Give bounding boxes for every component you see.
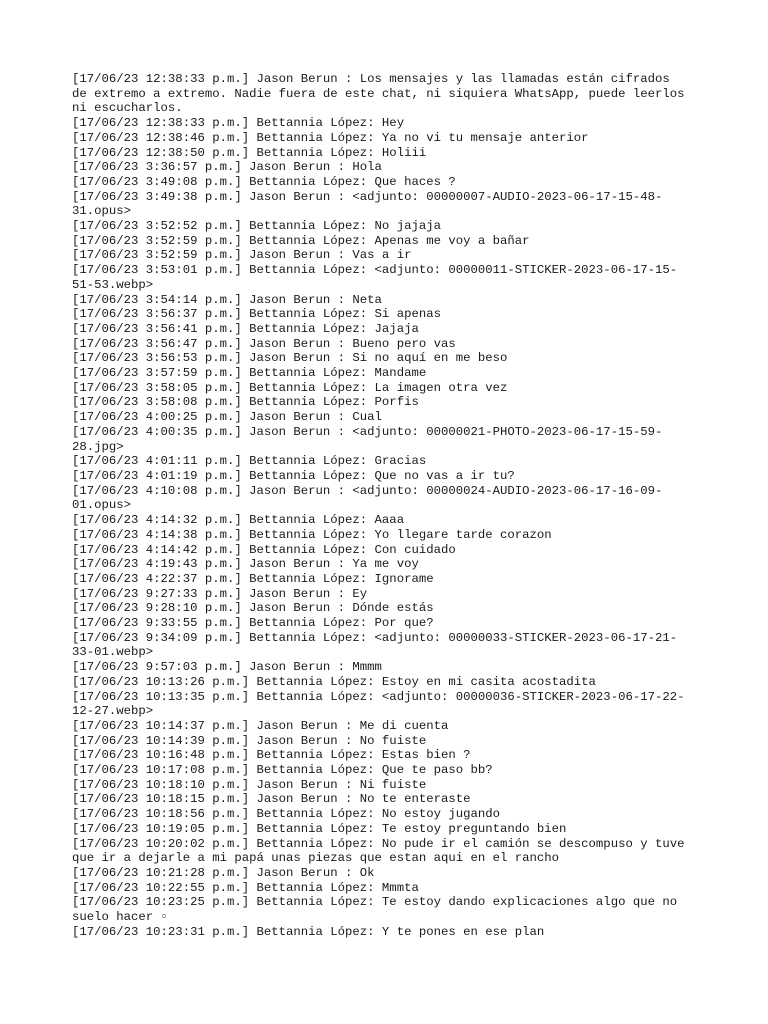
transcript-line: [17/06/23 12:38:50 p.m.] Bettannia López: Holiii	[72, 145, 427, 160]
transcript-line: [17/06/23 3:54:14 p.m.] Jason Berun : Neta	[72, 292, 382, 307]
transcript-line: [17/06/23 4:00:25 p.m.] Jason Berun : Cual	[72, 410, 382, 425]
transcript-line: [17/06/23 9:27:33 p.m.] Jason Berun : Ey	[72, 586, 368, 601]
transcript-line: [17/06/23 10:14:39 p.m.] Jason Berun : No fuiste	[72, 733, 427, 748]
transcript-line: de extremo a extremo. Nadie fuera de este chat, ni siquiera WhatsApp, puede leerlos	[72, 86, 685, 101]
transcript-line: 28.jpg>	[72, 439, 124, 454]
transcript-line: [17/06/23 3:56:53 p.m.] Jason Berun : Si no aquí en me beso	[72, 351, 508, 366]
transcript-line: 01.opus>	[72, 498, 132, 513]
transcript-line: [17/06/23 10:18:10 p.m.] Jason Berun : Ni fuiste	[72, 777, 427, 792]
transcript-line: [17/06/23 4:10:08 p.m.] Jason Berun : <adjunto: 00000024-AUDIO-2023-06-17-16-09-	[72, 483, 663, 498]
transcript-line: [17/06/23 3:57:59 p.m.] Bettannia López: Mandame	[72, 366, 427, 381]
transcript-line: [17/06/23 4:14:38 p.m.] Bettannia López: Yo llegare tarde corazon	[72, 527, 552, 542]
transcript-line: [17/06/23 10:20:02 p.m.] Bettannia López: No pude ir el camión se descompuso y tuve	[72, 836, 685, 851]
transcript-line: [17/06/23 4:19:43 p.m.] Jason Berun : Ya me voy	[72, 557, 419, 572]
transcript-line: [17/06/23 12:38:33 p.m.] Jason Berun : Los mensajes y las llamadas están cifrados	[72, 72, 670, 86]
transcript-line: [17/06/23 10:23:25 p.m.] Bettannia López: Te estoy dando explicaciones algo que no	[72, 895, 678, 910]
transcript-line: [17/06/23 3:58:05 p.m.] Bettannia López: La imagen otra vez	[72, 380, 508, 395]
chat-transcript-page	[72, 72, 712, 939]
transcript-line: [17/06/23 3:49:08 p.m.] Bettannia López: Que haces ?	[72, 174, 456, 189]
transcript-line: [17/06/23 4:00:35 p.m.] Jason Berun : <adjunto: 00000021-PHOTO-2023-06-17-15-59-	[72, 424, 663, 439]
transcript-line: 31.opus>	[72, 204, 132, 219]
transcript-line: [17/06/23 3:53:01 p.m.] Bettannia López: <adjunto: 00000011-STICKER-2023-06-17-15-	[72, 263, 678, 278]
transcript-line: que ir a dejarle a mi papá unas piezas que estan aqui en el rancho	[72, 851, 560, 866]
transcript-line: [17/06/23 10:23:31 p.m.] Bettannia López: Y te pones en ese plan	[72, 924, 545, 939]
transcript-line: [17/06/23 3:52:52 p.m.] Bettannia López: No jajaja	[72, 219, 441, 234]
transcript-line: [17/06/23 10:18:15 p.m.] Jason Berun : No te enteraste	[72, 792, 471, 807]
transcript-line: 33-01.webp>	[72, 645, 154, 660]
transcript-line: [17/06/23 3:36:57 p.m.] Jason Berun : Hola	[72, 160, 382, 175]
transcript-line: [17/06/23 4:22:37 p.m.] Bettannia López: Ignorame	[72, 571, 434, 586]
transcript-line: [17/06/23 12:38:33 p.m.] Bettannia López: Hey	[72, 116, 405, 131]
transcript-line: [17/06/23 10:22:55 p.m.] Bettannia López: Mmmta	[72, 880, 419, 895]
transcript-line: [17/06/23 9:33:55 p.m.] Bettannia López: Por que?	[72, 616, 434, 631]
transcript-line: suelo hacer ▫	[72, 910, 168, 925]
transcript-line: [17/06/23 10:13:26 p.m.] Bettannia López: Estoy en mi casita acostadita	[72, 674, 596, 689]
transcript-line: [17/06/23 3:58:08 p.m.] Bettannia López: Porfis	[72, 395, 419, 410]
transcript-line: [17/06/23 10:14:37 p.m.] Jason Berun : Me di cuenta	[72, 718, 449, 733]
transcript-line: [17/06/23 9:34:09 p.m.] Bettannia López: <adjunto: 00000033-STICKER-2023-06-17-21-	[72, 630, 678, 645]
transcript-line: [17/06/23 4:14:42 p.m.] Bettannia López: Con cuidado	[72, 542, 456, 557]
transcript-line: [17/06/23 10:18:56 p.m.] Bettannia López: No estoy jugando	[72, 807, 501, 822]
transcript-line: [17/06/23 3:49:38 p.m.] Jason Berun : <adjunto: 00000007-AUDIO-2023-06-17-15-48-	[72, 189, 663, 204]
transcript-line: [17/06/23 3:56:47 p.m.] Jason Berun : Bueno pero vas	[72, 336, 456, 351]
transcript-line: [17/06/23 9:28:10 p.m.] Jason Berun : Dónde estás	[72, 601, 434, 616]
transcript-line: [17/06/23 10:13:35 p.m.] Bettannia López: <adjunto: 00000036-STICKER-2023-06-17-22-	[72, 689, 685, 704]
transcript-line: 51-53.webp>	[72, 277, 154, 292]
transcript-line: [17/06/23 4:01:11 p.m.] Bettannia López: Gracias	[72, 454, 427, 469]
transcript-line: [17/06/23 4:14:32 p.m.] Bettannia López: Aaaa	[72, 513, 405, 528]
transcript-line: [17/06/23 10:19:05 p.m.] Bettannia López: Te estoy preguntando bien	[72, 821, 567, 836]
transcript-line: 12-27.webp>	[72, 704, 154, 719]
transcript-line: [17/06/23 4:01:19 p.m.] Bettannia López: Que no vas a ir tu?	[72, 468, 515, 483]
transcript-line: [17/06/23 10:16:48 p.m.] Bettannia López: Estas bien ?	[72, 748, 471, 763]
transcript-line: [17/06/23 10:21:28 p.m.] Jason Berun : Ok	[72, 865, 375, 880]
transcript-line: ni escucharlos.	[72, 101, 183, 116]
transcript-line: [17/06/23 12:38:46 p.m.] Bettannia López: Ya no vi tu mensaje anterior	[72, 130, 589, 145]
transcript-line: [17/06/23 3:56:37 p.m.] Bettannia López: Si apenas	[72, 307, 441, 322]
transcript-line: [17/06/23 3:52:59 p.m.] Bettannia López: Apenas me voy a bañar	[72, 233, 530, 248]
transcript-line: [17/06/23 10:17:08 p.m.] Bettannia López: Que te paso bb?	[72, 763, 493, 778]
transcript-line: [17/06/23 9:57:03 p.m.] Jason Berun : Mmmm	[72, 660, 382, 675]
transcript-line: [17/06/23 3:52:59 p.m.] Jason Berun : Vas a ir	[72, 248, 412, 263]
transcript-line: [17/06/23 3:56:41 p.m.] Bettannia López: Jajaja	[72, 321, 419, 336]
